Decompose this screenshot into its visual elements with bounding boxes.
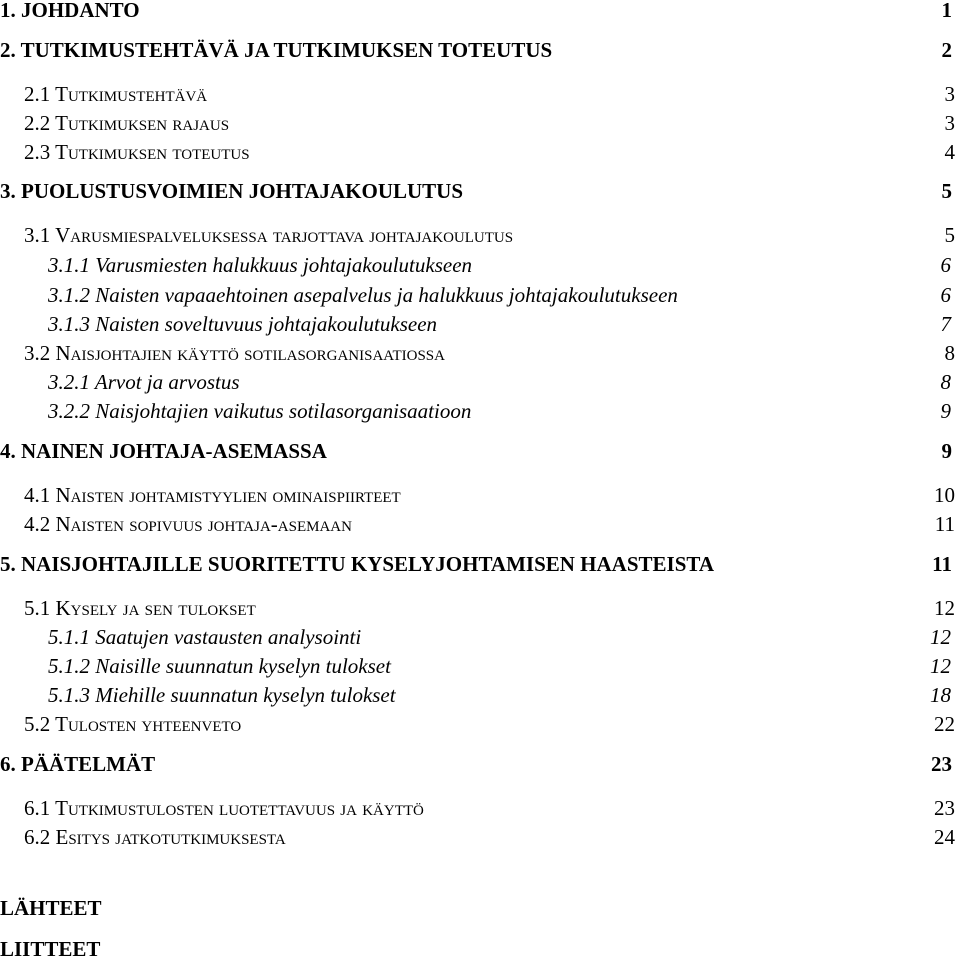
toc-title: Varusmiesten halukkuus johtajakoulutukseen [95,253,472,277]
toc-title: NAINEN JOHTAJA-ASEMASSA [21,439,327,463]
toc-entry-3-1-2[interactable] [48,283,953,309]
toc-entry-3-2-1[interactable] [48,370,953,396]
toc-number: 3.2 [24,341,50,365]
toc-number: 3.2.2 [48,399,90,423]
toc-title: Saatujen vastausten analysointi [95,625,361,649]
toc-entry-6-2[interactable] [24,825,955,851]
toc-page-number: 6 [941,253,954,278]
toc-page-number: 24 [934,825,955,850]
toc-page-number: 18 [930,683,953,708]
toc-number: 4.2 [24,512,50,536]
toc-entry-6[interactable] [0,752,960,778]
toc-title: JOHDANTO [21,0,140,22]
toc-number: 3.1 [24,223,50,247]
toc-title: Tutkimustulosten luotettavuus ja käyttö [55,796,424,820]
toc-number: 2.1 [24,82,50,106]
toc-entry-2-3[interactable] [24,140,955,166]
toc-page-number: 9 [942,439,960,464]
toc-title: Naisten johtamistyylien ominaispiirteet [56,483,401,507]
toc-number: 5.1.3 [48,683,90,707]
toc-number: 3.1.2 [48,283,90,307]
toc-entry-5-1[interactable] [24,596,955,622]
toc-title: Tutkimuksen rajaus [55,111,229,135]
toc-entry-liitteet[interactable] [0,937,960,963]
toc-entry-5-1-2[interactable] [48,654,953,680]
toc-page-number: 11 [932,552,960,577]
toc-page-number: 7 [941,312,954,337]
toc-number: 6.2 [24,825,50,849]
toc-entry-3-2[interactable] [24,341,955,367]
toc-title: Varusmiespalveluksessa tarjottava johtajakoulutus [55,223,513,247]
toc-entry-3-1-3[interactable] [48,312,953,338]
toc-title: LÄHTEET [0,896,102,921]
toc-title: PUOLUSTUSVOIMIEN JOHTAJAKOULUTUS [21,179,463,203]
toc-title: LIITTEET [0,937,100,962]
toc-number: 2.3 [24,140,50,164]
toc-entry-4-2[interactable] [24,512,955,538]
toc-entry-5-1-3[interactable] [48,683,953,709]
toc-entry-2-2[interactable] [24,111,955,137]
toc-entry-6-1[interactable] [24,796,955,822]
toc-number: 5.1.2 [48,654,90,678]
toc-number: 1. [0,0,16,22]
toc-number: 2.2 [24,111,50,135]
toc-title: Tutkimustehtävä [55,82,207,106]
toc-page-number: 12 [934,596,955,621]
toc-number: 5.1 [24,596,50,620]
toc-title: Naisjohtajien vaikutus sotilasorganisaatioon [95,399,471,423]
toc-number: 6.1 [24,796,50,820]
toc-page-number: 9 [941,399,954,424]
toc-page-number: 11 [935,512,955,537]
toc-number: 3.1.1 [48,253,90,277]
toc-number: 6. [0,752,16,776]
toc-page-number: 6 [941,283,954,308]
toc-title: Tulosten yhteenveto [55,712,241,736]
toc-title: TUTKIMUSTEHTÄVÄ JA TUTKIMUKSEN TOTEUTUS [21,38,553,62]
toc-number: 3.2.1 [48,370,90,394]
toc-entry-3-1[interactable] [24,223,955,249]
toc-page-number: 5 [942,179,960,204]
toc-entry-2[interactable] [0,38,960,64]
toc-entry-lahteet[interactable] [0,896,960,922]
toc-number: 3. [0,179,16,203]
toc-number: 3.1.3 [48,312,90,336]
toc-page-number: 23 [931,752,960,777]
toc-title: Esitys jatkotutkimuksesta [56,825,286,849]
toc-title: Arvot ja arvostus [95,370,240,394]
toc-entry-5-1-1[interactable] [48,625,953,651]
toc-page-number: 12 [930,654,953,679]
toc-entry-4-1[interactable] [24,483,955,509]
toc-entry-3-1-1[interactable] [48,253,953,279]
toc-title: NAISJOHTAJILLE SUORITETTU KYSELYJOHTAMISEN HAASTEISTA [21,552,714,576]
toc-entry-5-2[interactable] [24,712,955,738]
toc-number: 5.2 [24,712,50,736]
toc-page-number: 2 [942,38,960,63]
toc-page-number: 8 [941,370,954,395]
toc-entry-4[interactable] [0,439,960,465]
toc-entry-2-1[interactable] [24,82,955,108]
toc-number: 4. [0,439,16,463]
toc-title: Naisten soveltuvuus johtajakoulutukseen [95,312,437,336]
toc-entry-5[interactable] [0,552,960,578]
toc-page-number: 22 [934,712,955,737]
toc-number: 5.1.1 [48,625,90,649]
toc-title: PÄÄTELMÄT [21,752,155,776]
toc-title: Kysely ja sen tulokset [56,596,256,620]
toc-title: Miehille suunnatun kyselyn tulokset [95,683,395,707]
toc-page-number: 4 [945,140,956,165]
toc-entry-1[interactable] [0,0,960,24]
toc-page-number: 12 [930,625,953,650]
toc-page-number: 10 [934,483,955,508]
toc-title: Naisten sopivuus johtaja-asemaan [56,512,352,536]
toc-page-number: 1 [942,0,960,23]
toc-title: Naisille suunnatun kyselyn tulokset [95,654,391,678]
toc-page-number: 3 [945,111,956,136]
toc-number: 4.1 [24,483,50,507]
toc-entry-3-2-2[interactable] [48,399,953,425]
toc-number: 5. [0,552,16,576]
toc-number: 2. [0,38,16,62]
toc-title: Naisjohtajien käyttö sotilasorganisaatiossa [56,341,445,365]
toc-entry-3[interactable] [0,179,960,205]
toc-title: Tutkimuksen toteutus [55,140,249,164]
toc-page-number: 3 [945,82,956,107]
toc-page-number: 8 [945,341,956,366]
toc-title: Naisten vapaaehtoinen asepalvelus ja halukkuus johtajakoulutukseen [95,283,678,307]
toc-page-number: 5 [945,223,956,248]
toc-page-number: 23 [934,796,955,821]
